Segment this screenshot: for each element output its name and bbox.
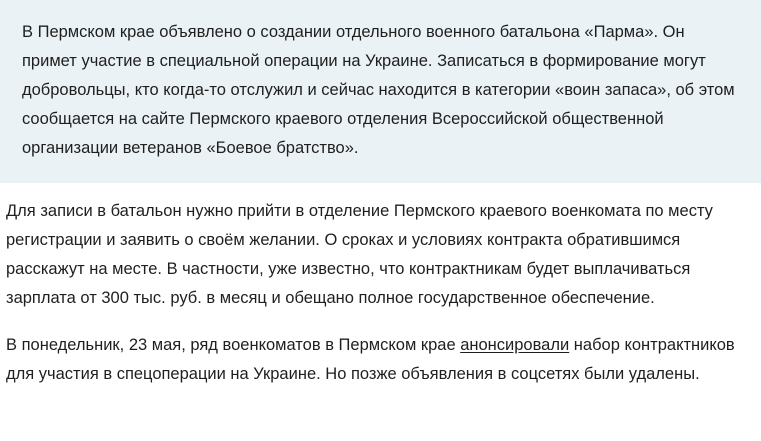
lead-paragraph-text: В Пермском крае объявлено о создании отдельного военного батальона «Парма». Он примет участие в специальной операции на Украине. Записаться в формирование могут добровольцы, кто когда-то отслужил и сейчас находится в категории «воин запаса», об этом сообщается на сайте Пермского краевого отделения Всероссийской общественной организации ветеранов «Боевое братство». bbox=[22, 23, 735, 157]
paragraph-text-before-link: В понедельник, 23 мая, ряд военкоматов в Пермском крае bbox=[6, 336, 461, 354]
article-body bbox=[0, 183, 761, 389]
announced-link[interactable]: анонсировали bbox=[460, 336, 570, 354]
body-paragraph-2 bbox=[6, 331, 755, 389]
lead-paragraph-block bbox=[0, 0, 761, 183]
body-paragraph-1: Для записи в батальон нужно прийти в отделение Пермского краевого военкомата по месту регистрации и заявить о своём желании. О сроках и условиях контракта обратившимся расскажут на месте. В частности, уже известно, что контрактникам будет выплачиваться зарплата от 300 тыс. руб. в месяц и обещано полное государственное обеспечение. bbox=[6, 202, 713, 307]
paragraph-text-after-link: набор контрактников для участия в спецоперации на Украине. Но позже объявления в соцсетях были удалены. bbox=[6, 336, 735, 383]
